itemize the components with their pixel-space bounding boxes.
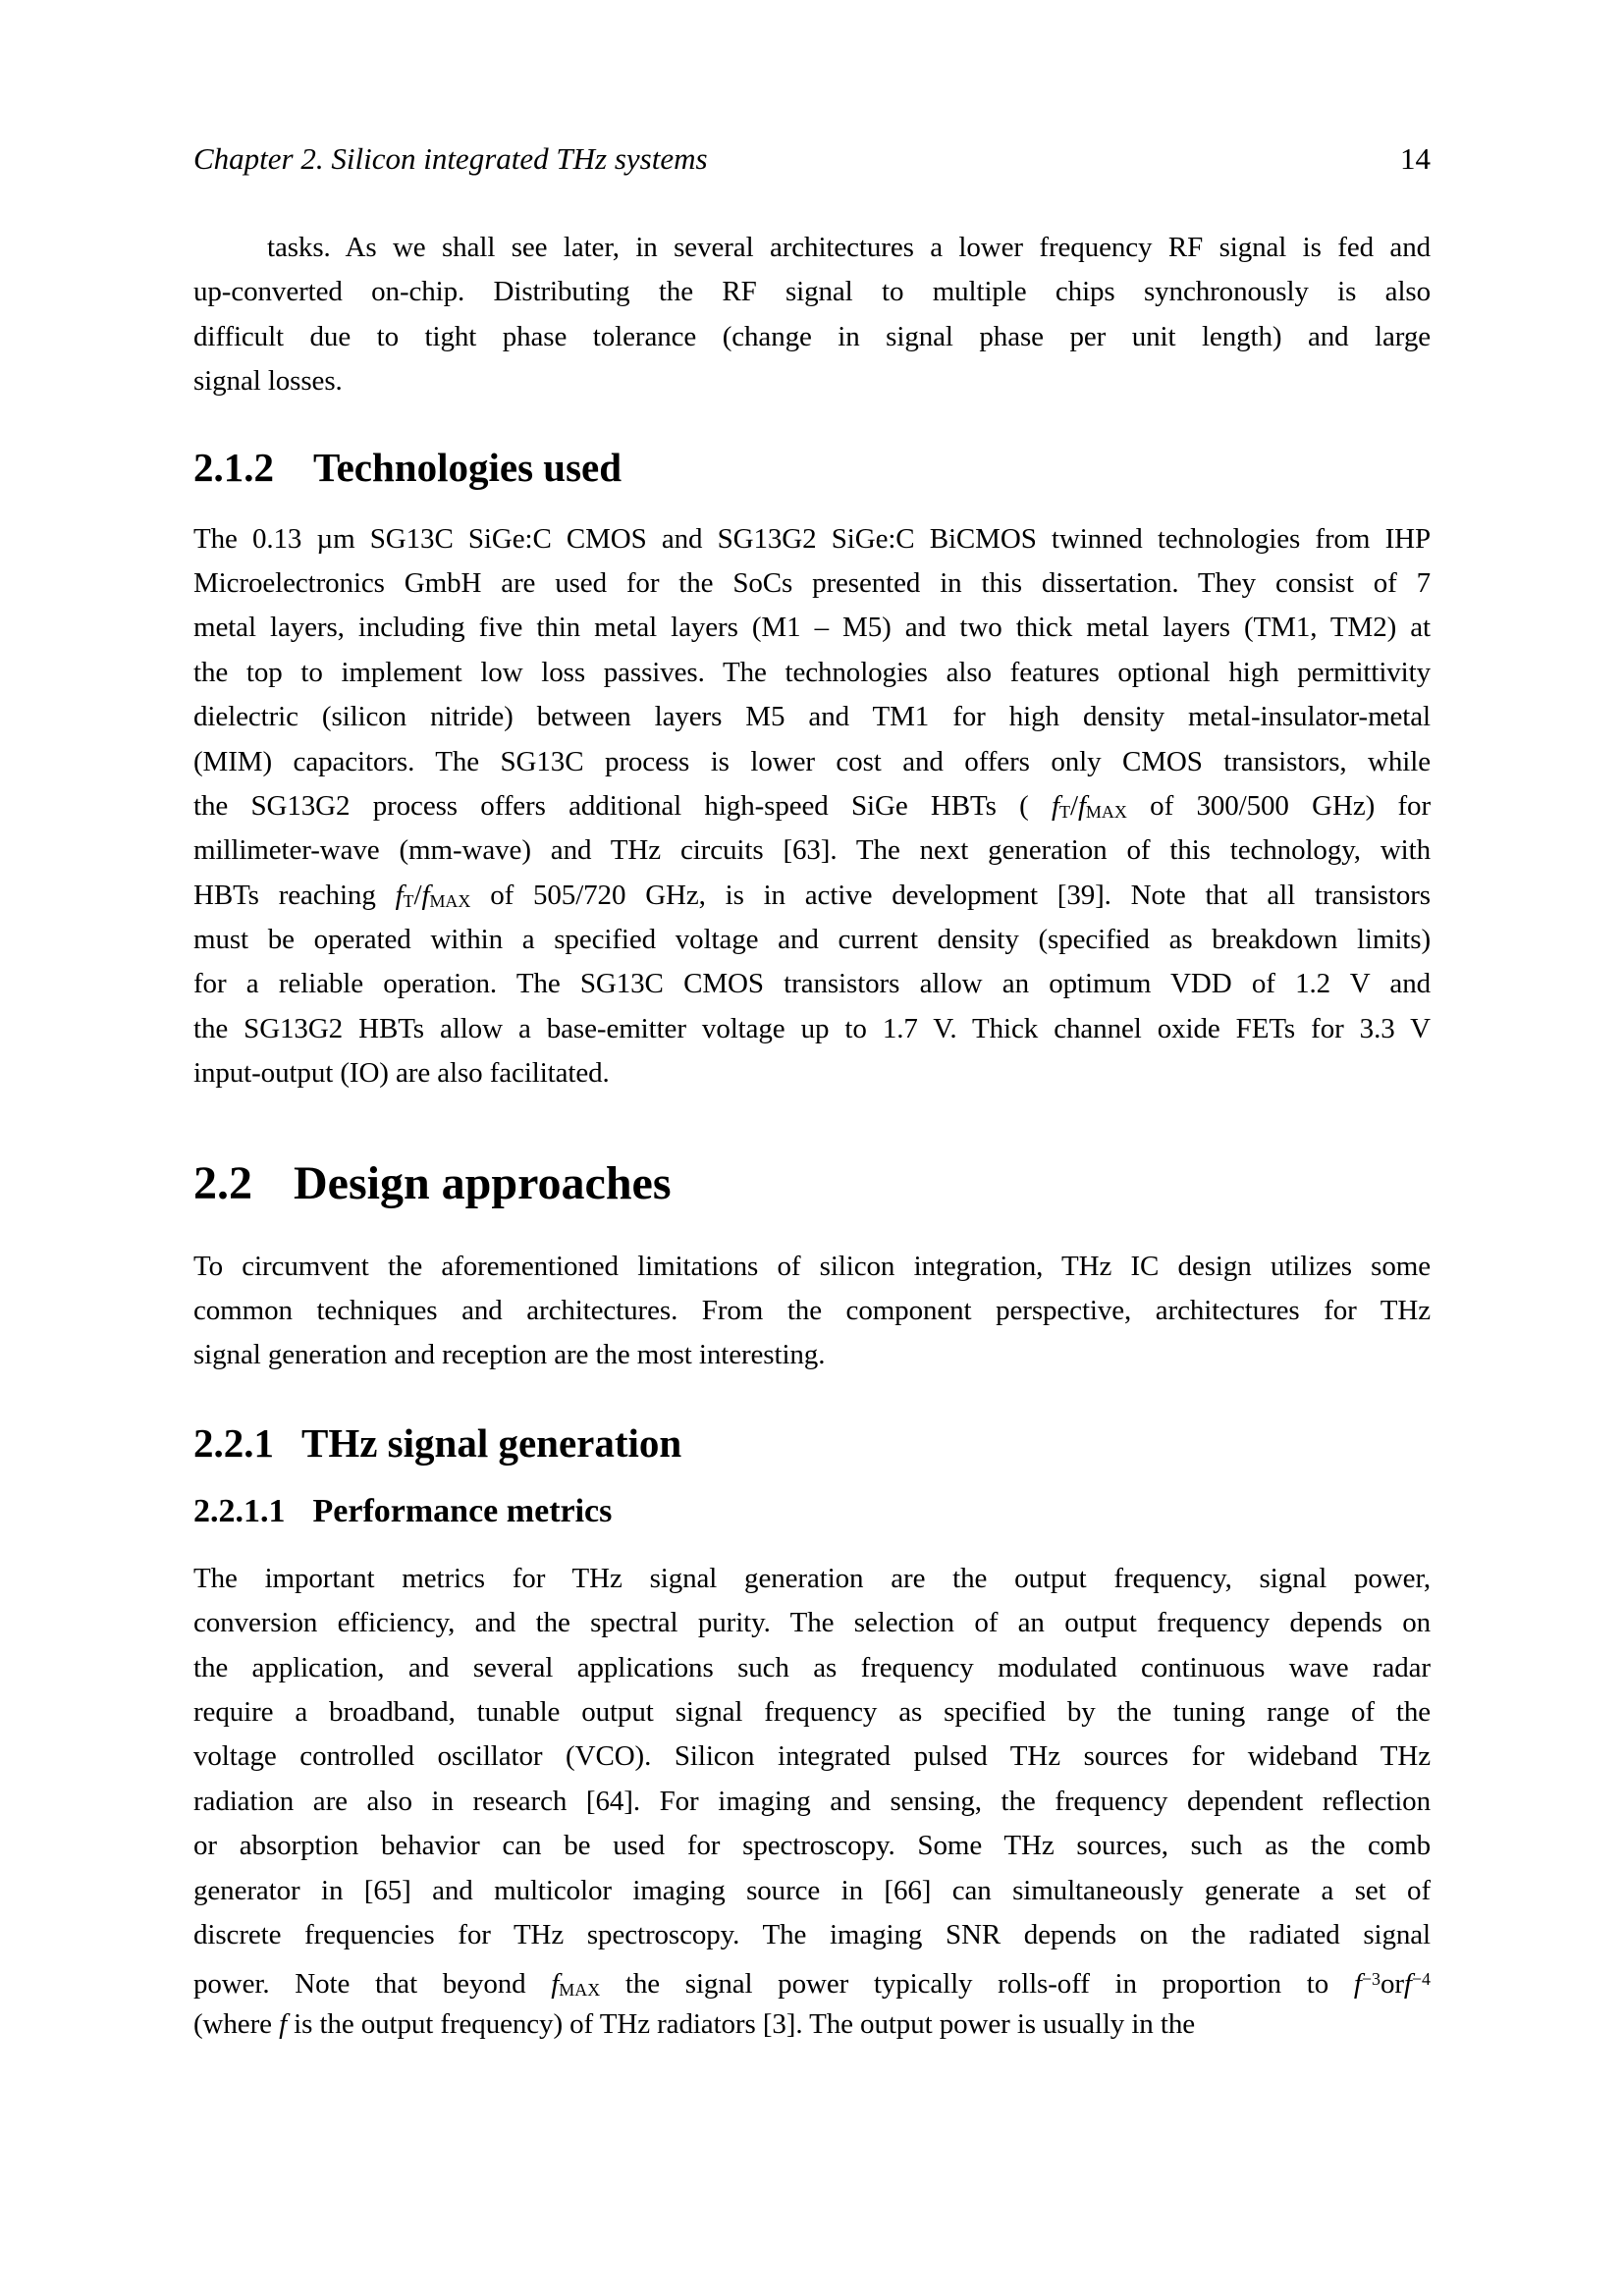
heading-title: Technologies used: [313, 444, 623, 490]
math-fragment: f: [551, 1968, 560, 2001]
heading-number: 2.2: [193, 1156, 252, 1209]
heading-technologies-used: [193, 444, 1431, 491]
text-fragment: of 300/500 GHz) for: [1126, 789, 1431, 822]
text-line: tasks. As we shall see later, in several architectures a lower frequency RF signal is fed and: [267, 232, 1431, 263]
text-fragment: power. Note that beyond: [193, 1968, 552, 2001]
text-line: for a reliable operation. The SG13C CMOS transistors allow an optimum VDD of 1.2 V and: [193, 968, 1431, 1000]
heading-number: 2.2.1.1: [193, 1492, 286, 1529]
text-line: the application, and several applications such as frequency modulated continuous wave radar: [193, 1651, 1431, 1683]
text-fragment: /: [413, 879, 422, 911]
math-fragment: f: [1353, 1968, 1362, 2001]
text-line-math: [193, 1957, 1431, 2002]
text-line: To circumvent the aforementioned limitations of silicon integration, THz IC design utilizes some: [193, 1250, 1431, 1282]
text-line: signal generation and reception are the most interesting.: [193, 1339, 826, 1371]
text-fragment: the signal power typically rolls-off in proportion to: [600, 1968, 1354, 2001]
text-fragment: HBTs reaching: [193, 879, 396, 911]
math-fragment: MAX: [559, 1980, 601, 2001]
paragraph-circumvent: [193, 1245, 1431, 1378]
text-line: common techniques and architectures. From the component perspective, architectures for THz: [193, 1295, 1431, 1327]
page-number: 14: [1400, 141, 1431, 176]
text-line: difficult due to tight phase tolerance (change in signal phase per unit length) and large: [193, 320, 1431, 352]
text-line: signal losses.: [193, 365, 343, 398]
heading-number: 2.2.1: [193, 1419, 274, 1466]
math-fragment: f: [1052, 789, 1059, 822]
text-line: input-output (IO) are also facilitated.: [193, 1057, 610, 1090]
text-line: the SG13G2 HBTs allow a base-emitter voltage up to 1.7 V. Thick channel oxide FETs for 3.3 V: [193, 1012, 1431, 1044]
text-line: require a broadband, tunable output signal frequency as specified by the tuning range of the: [193, 1695, 1431, 1728]
text-line: (MIM) capacitors. The SG13C process is lower cost and offers only CMOS transistors, while: [193, 745, 1431, 777]
text-line-math: [193, 2002, 1431, 2047]
text-line: must be operated within a specified voltage and current density (specified as breakdown limits): [193, 924, 1431, 956]
math-fragment: f: [1403, 1968, 1412, 2001]
text-line: The important metrics for THz signal generation are the output frequency, signal power,: [193, 1562, 1431, 1594]
text-line: conversion efficiency, and the spectral purity. The selection of an output frequency depends on: [193, 1607, 1431, 1639]
text-line: the top to implement low loss passives. The technologies also features optional high permittivity: [193, 656, 1431, 688]
heading-title: THz signal generation: [301, 1419, 682, 1466]
math-fragment: T: [1058, 801, 1070, 822]
text-fragment: or: [1380, 1968, 1404, 2001]
heading-design-approaches: [193, 1156, 1431, 1211]
math-fragment: f: [421, 879, 430, 911]
heading-number: 2.1.2: [193, 444, 274, 490]
text-line: generator in [65] and multicolor imaging source in [66] can simultaneously generate a set of: [193, 1874, 1431, 1906]
text-fragment: (where: [193, 2007, 280, 2040]
math-fragment: MAX: [429, 890, 471, 911]
math-fragment: −4: [1411, 1969, 1431, 1990]
math-fragment: −3: [1361, 1969, 1380, 1990]
paragraph-tasks: [193, 226, 1431, 404]
heading-title: Performance metrics: [312, 1492, 613, 1529]
text-line: or absorption behavior can be used for spectroscopy. Some THz sources, such as the comb: [193, 1830, 1431, 1862]
heading-title: Design approaches: [294, 1156, 672, 1209]
math-fragment: f: [1077, 789, 1086, 822]
text-line: discrete frequencies for THz spectroscopy. The imaging SNR depends on the radiated signal: [193, 1918, 1431, 1950]
text-fragment: the SG13G2 process offers additional high-speed SiGe HBTs (: [193, 789, 1053, 822]
text-line: millimeter-wave (mm-wave) and THz circuits [63]. The next generation of this technology, with: [193, 834, 1431, 867]
text-line: Microelectronics GmbH are used for the SoCs presented in this dissertation. They consist of 7: [193, 566, 1431, 599]
text-fragment: is the output frequency) of THz radiators [3]. The output power is usually in the: [287, 2007, 1195, 2040]
text-line: The 0.13 µm SG13C SiGe:C CMOS and SG13G2 SiGe:C BiCMOS twinned technologies from IHP: [193, 522, 1431, 555]
heading-performance-metrics: [193, 1491, 1431, 1531]
text-line: dielectric (silicon nitride) between layers M5 and TM1 for high density metal-insulator-metal: [193, 701, 1431, 733]
running-header-chapter: Chapter 2. Silicon integrated THz systems: [193, 141, 708, 176]
text-line-math: [193, 784, 1431, 828]
math-fragment: f: [279, 2007, 288, 2040]
math-fragment: T: [403, 890, 414, 911]
heading-thz-signal-generation: [193, 1419, 1431, 1467]
text-line-math: [193, 874, 1431, 918]
text-line: up-converted on-chip. Distributing the RF signal to multiple chips synchronously is also: [193, 276, 1431, 308]
text-line: metal layers, including five thin metal layers (M1 – M5) and two thick metal layers (TM1, TM2) at: [193, 612, 1431, 644]
text-fragment: of 505/720 GHz, is in active development [39]. Note that all transistors: [470, 879, 1431, 911]
math-fragment: MAX: [1085, 801, 1127, 822]
math-fragment: f: [395, 879, 404, 911]
text-line: voltage controlled oscillator (VCO). Silicon integrated pulsed THz sources for wideband THz: [193, 1740, 1431, 1773]
paragraph-performance-metrics: [193, 1557, 1431, 2047]
text-fragment: /: [1069, 789, 1078, 822]
text-line: radiation are also in research [64]. For imaging and sensing, the frequency dependent reflection: [193, 1785, 1431, 1817]
paragraph-technologies: [193, 517, 1431, 1096]
running-header: [193, 142, 1431, 176]
